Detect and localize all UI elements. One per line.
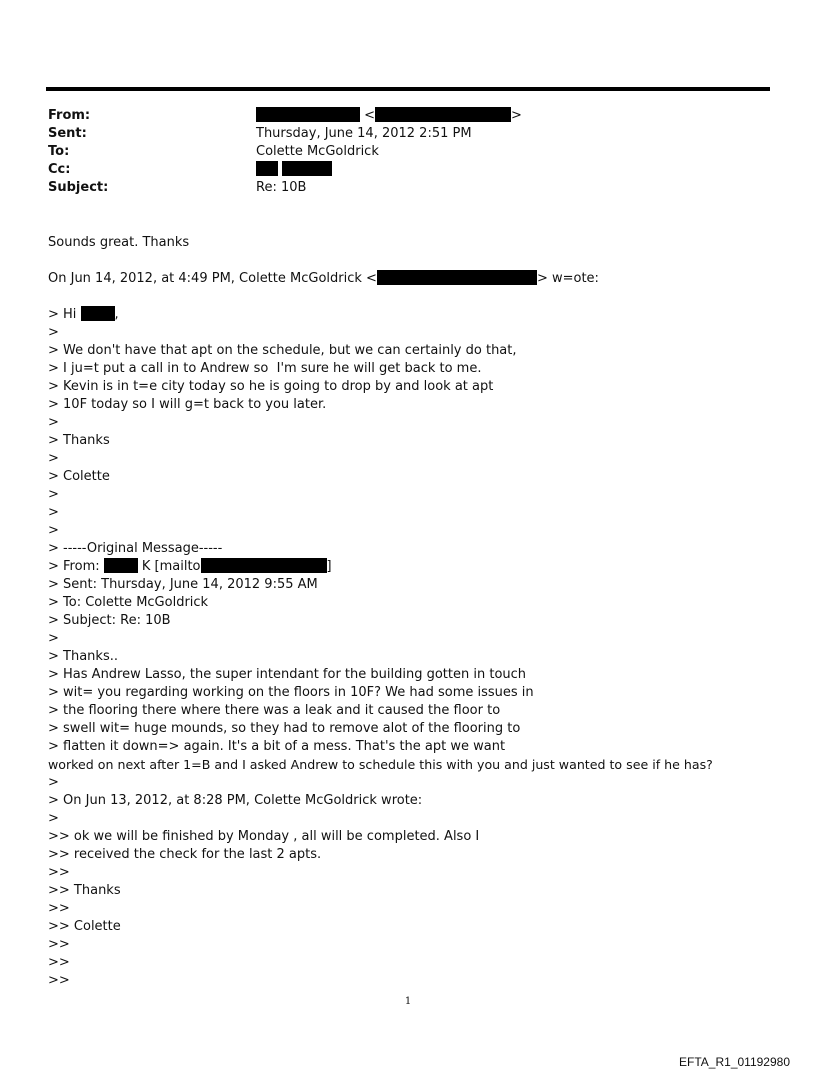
body-text: K [mailto <box>137 559 201 574</box>
subject-label: Subject: <box>48 180 109 195</box>
body-line: > Subject: Re: 10B <box>48 613 171 628</box>
angle-close: > <box>511 108 522 123</box>
body-line: > <box>48 631 59 646</box>
body-line: >> Colette <box>48 919 121 934</box>
body-line: >> received the check for the last 2 apts. <box>48 847 322 862</box>
redaction-bar <box>375 107 511 122</box>
sent-label: Sent: <box>48 126 87 141</box>
to-label: To: <box>48 144 70 159</box>
body-line: >> ok we will be finished by Monday , all will be completed. Also I <box>48 829 480 844</box>
body-line: > <box>48 415 59 430</box>
body-line: > We don't have that apt on the schedule, but we can certainly do that, <box>48 343 517 358</box>
body-line: > I ju=t put a call in to Andrew so I'm sure he will get back to me. <box>48 361 482 376</box>
body-line: > On Jun 13, 2012, at 8:28 PM, Colette McGoldrick wrote: <box>48 793 423 808</box>
body-line: > Thanks <box>48 433 110 448</box>
body-line: > To: Colette McGoldrick <box>48 595 209 610</box>
cc-value <box>256 161 332 179</box>
email-body <box>48 234 778 990</box>
body-line: > -----Original Message----- <box>48 541 223 556</box>
email-header <box>48 107 748 197</box>
body-text: > w=ote: <box>536 271 599 286</box>
subject-row <box>48 179 748 197</box>
body-line: > <box>48 451 59 466</box>
cc-row <box>48 161 748 179</box>
body-text: , <box>114 307 119 322</box>
redaction-bar <box>256 161 278 176</box>
from-label: From: <box>48 108 91 123</box>
body-line: >> <box>48 901 70 916</box>
body-line: > flatten it down=> again. It's a bit of a mess. That's the apt we want <box>48 739 506 754</box>
page-number: 1 <box>404 996 412 1007</box>
sent-row <box>48 125 748 143</box>
body-line: > the flooring there where there was a leak and it caused the floor to <box>48 703 501 718</box>
bates-number: EFTA_R1_01192980 <box>679 1055 790 1069</box>
body-line: > <box>48 811 59 826</box>
redaction-bar <box>81 306 115 321</box>
body-line: Sounds great. Thanks <box>48 235 190 250</box>
body-text: > Hi <box>48 307 81 322</box>
body-line: > <box>48 775 59 790</box>
body-line: > Colette <box>48 469 110 484</box>
body-line: > Kevin is in t=e city today so he is going to drop by and look at apt <box>48 379 494 394</box>
body-line: worked on next after 1=B and I asked Andrew to schedule this with you and just wanted to see if he has? <box>48 757 713 772</box>
redaction-bar <box>201 558 327 573</box>
redaction-bar <box>104 558 138 573</box>
body-line: >> <box>48 955 70 970</box>
body-line: > Thanks.. <box>48 649 118 664</box>
body-line: > Has Andrew Lasso, the super intendant for the building gotten in touch <box>48 667 527 682</box>
body-line: >> <box>48 865 70 880</box>
body-line: > 10F today so I will g=t back to you later. <box>48 397 327 412</box>
sent-value: Thursday, June 14, 2012 2:51 PM <box>256 126 472 141</box>
to-row <box>48 143 748 161</box>
redaction-bar <box>282 161 332 176</box>
subject-value: Re: 10B <box>256 180 307 195</box>
body-line <box>48 558 778 576</box>
body-line: >> <box>48 937 70 952</box>
body-text: > From: <box>48 559 104 574</box>
body-line: > swell wit= huge mounds, so they had to remove alot of the flooring to <box>48 721 521 736</box>
body-text: On Jun 14, 2012, at 4:49 PM, Colette McGoldrick < <box>48 271 377 286</box>
body-line: > Sent: Thursday, June 14, 2012 9:55 AM <box>48 577 318 592</box>
body-line: >> <box>48 973 70 988</box>
from-value <box>256 107 522 125</box>
body-line: > wit= you regarding working on the floors in 10F? We had some issues in <box>48 685 534 700</box>
redaction-bar <box>256 107 360 122</box>
header-rule <box>46 87 770 91</box>
from-row <box>48 107 748 125</box>
redaction-bar <box>377 270 537 285</box>
body-line: >> Thanks <box>48 883 121 898</box>
cc-label: Cc: <box>48 162 71 177</box>
body-line <box>48 270 778 288</box>
body-line: > <box>48 487 59 502</box>
body-line: > <box>48 523 59 538</box>
body-line: > <box>48 505 59 520</box>
to-value: Colette McGoldrick <box>256 144 379 159</box>
body-line: > <box>48 325 59 340</box>
angle-open: < <box>364 108 376 123</box>
body-text: ] <box>326 559 332 574</box>
body-line <box>48 306 778 324</box>
